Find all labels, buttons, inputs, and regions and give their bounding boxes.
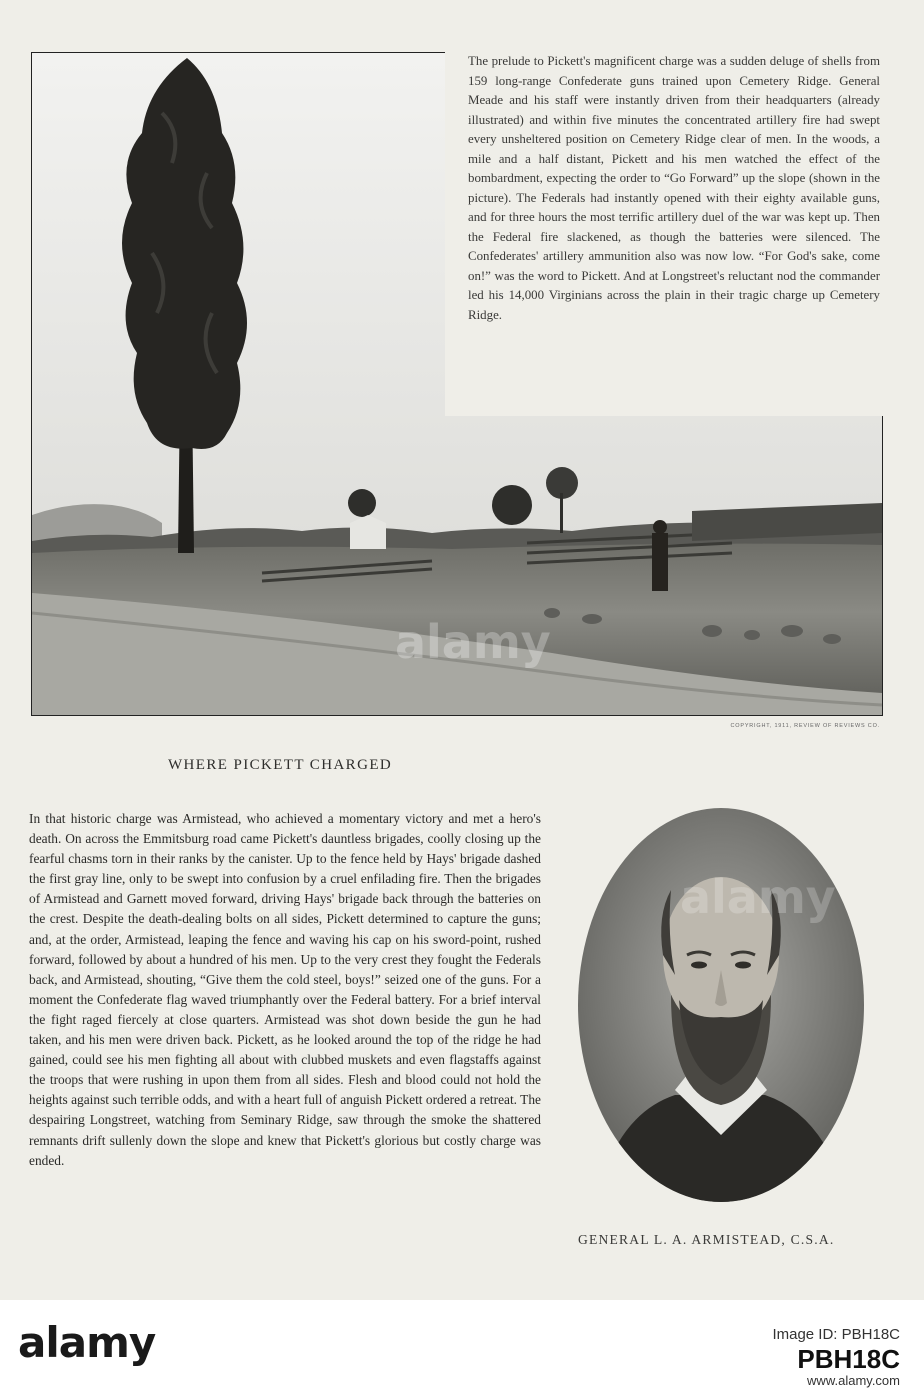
watermark-portrait: alamy bbox=[680, 870, 836, 924]
image-id: PBH18C bbox=[797, 1344, 900, 1374]
photo-caption-paragraph: The prelude to Pickett's magnificent charge was a sudden deluge of shells from 159 long-range Confederate guns trained upon Cemetery Ridge. General Meade and his staff were instantly driven from their headquarters (already illustrated) and within five minutes the concentrated artillery fire had swept every unsheltered position on Cemetery Ridge clear of men. In the woods, a mile and a half distant, Pickett and his men watched the effect of the bombardment, expecting the order to “Go Forward” up the slope (shown in the picture). The Federals had instantly opened with their eighty available guns, and for three hours the most terrific artillery duel of the war was kept up. Then the Federal fire slackened, as though the batteries were silenced. The Confederates' artillery ammunition also was now low. “For God's sake, come on!” was the word to Pickett. And at Longstreet's reluctant nod the commander led his 14,000 Virginians across the plain in their tragic charge up Cemetery Ridge. bbox=[468, 54, 880, 322]
photo-credit: COPYRIGHT, 1911, REVIEW OF REVIEWS CO. bbox=[730, 723, 880, 729]
image-id-label: Image ID: PBH18C bbox=[772, 1326, 900, 1343]
body-paragraph: In that historic charge was Armistead, who achieved a momentary victory and met a hero's death. On across the Emmitsburg road came Pickett's dauntless brigades, coolly closing up the fearful chasms torn in their ranks by the canister. Up to the fence held by Hays' brigade dashed the first gray line, only to be swept into confusion by a cruel enfilading fire. Then the brigades of Armistead and Garnett moved forward, driving Hays' brigade back through the batteries on the crest. Despite the death-dealing bolts on all sides, Pickett determined to capture the guns; and, at the order, Armistead, leaping the fence and waving his cap on his sword-point, rushed forward, followed by about a hundred of his men. Up to the very crest they fought the Federals back, and Armistead, shouting, “Give them the cold steel, boys!” seized one of the guns. For a moment the Confederate flag waved triumphantly over the Federal battery. For a brief interval the fight raged fiercely at close quarters. Armistead was shot down beside the gun he had taken, and his men were driven back. Pickett, as he looked around the top of the ridge he had gained, could see his men fighting all about with clubbed muskets and even flagstaffs against the troops that were rushing in upon them from all sides. Flesh and blood could not hold the heights against such terrible odds, and with a heart full of anguish Pickett ordered a retreat. The despairing Longstreet, watching from Seminary Ridge, saw through the smoke the shattered remnants drift sullenly down the slope and knew that Pickett's glorious but costly charge was ended. bbox=[29, 811, 541, 1168]
brand-logo: alamy bbox=[18, 1318, 156, 1367]
photo-title: WHERE PICKETT CHARGED bbox=[168, 757, 393, 773]
site-url: www.alamy.com bbox=[807, 1373, 900, 1388]
armistead-portrait bbox=[575, 805, 867, 1205]
portrait-caption: GENERAL L. A. ARMISTEAD, C.S.A. bbox=[578, 1232, 835, 1247]
watermark-center: alamy bbox=[395, 615, 551, 669]
